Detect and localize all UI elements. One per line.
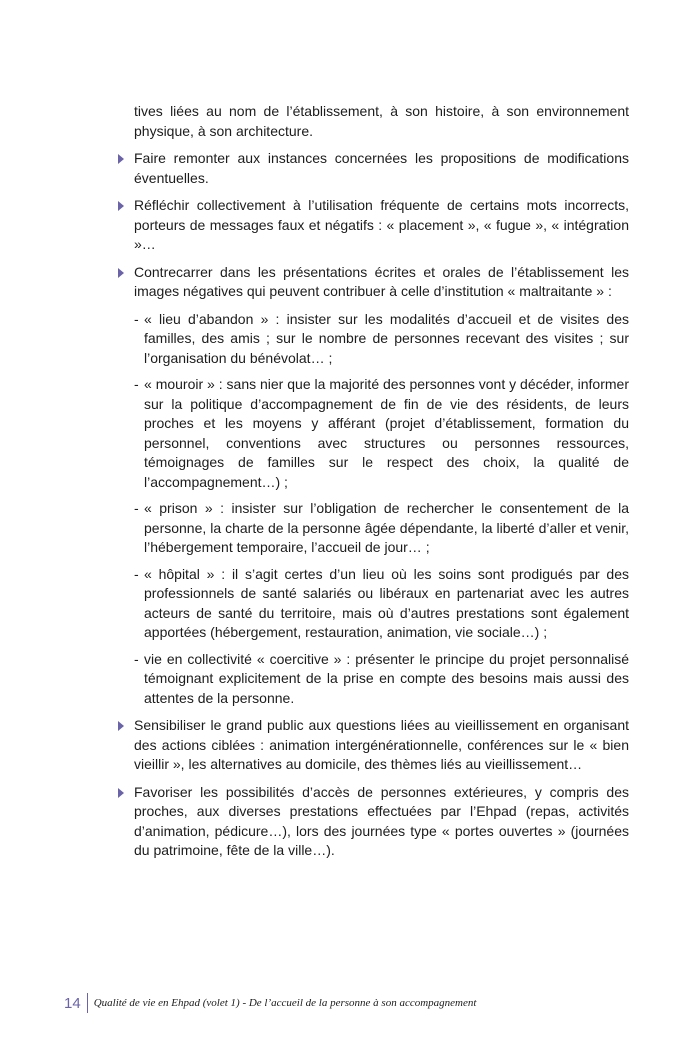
sub-list-item (116, 310, 629, 369)
bullet-item (116, 783, 629, 861)
sub-list-text: « mouroir » : sans nier que la majorité des personnes vont y décéder, informer sur la politique d’accompagnement de fin de vie des résidents, de leurs proches et les moyens y afférant (projet d’établissement, formation du personnel, conventions avec structures ou personnes ressources, témoignages de familles sur le respect des choix, la qualité de l’accompagnement…) ; (144, 376, 629, 490)
dash-marker: - (134, 650, 139, 667)
sub-list-item (116, 499, 629, 558)
bullet-text: Sensibiliser le grand public aux questions liées au vieillissement en organisant des actions ciblées : animation intergénérationnelle, conférences sur le « bien vieillir », les alternatives au domicile, des thèmes liés au vieillissement… (134, 717, 629, 772)
triangle-bullet-icon (118, 268, 124, 278)
sub-list-text: « prison » : insister sur l’obligation de rechercher le consentement de la personne, la charte de la personne âgée dépendante, la liberté d’aller et venir, l’hébergement temporaire, l’accueil de jour… ; (144, 500, 629, 555)
dash-marker: - (134, 376, 139, 392)
sub-list-text: « lieu d’abandon » : insister sur les modalités d’accueil et de visites des familles, des amis ; sur le nombre de personnes recevant des visites ; sur l’organisation du bénévolat… ; (144, 310, 629, 366)
bullet-text: Contrecarrer dans les présentations écrites et orales de l’établissement les images négatives qui peuvent contribuer à celle d’institution « maltraitante » : (134, 263, 629, 299)
sub-list-item (116, 375, 629, 492)
footer-divider (87, 993, 88, 1013)
sub-list-item (116, 565, 629, 643)
dash-marker: - (134, 565, 139, 582)
sub-list (116, 310, 629, 709)
triangle-bullet-icon (118, 788, 124, 798)
sub-list-text: « hôpital » : il s’agit certes d’un lieu où les soins sont prodigués par des professionnels de santé salariés ou libéraux en partenariat avec les autres acteurs de santé du territoire, mais où d’autres prestations sont également apportées (hébergement, restauration, animation, vie sociale…) ; (144, 565, 629, 640)
triangle-bullet-icon (118, 201, 124, 211)
dash-marker: - (134, 310, 139, 327)
bullet-item (116, 716, 629, 775)
bullet-item (116, 149, 629, 188)
page-footer (64, 992, 476, 1014)
sub-list-text: vie en collectivité « coercitive » : présenter le principe du projet personnalisé témoignant explicitement de la prise en compte des besoins mais aussi des attentes de la personne. (144, 650, 629, 706)
page-number: 14 (64, 994, 81, 1012)
bullet-text: Réfléchir collectivement à l’utilisation fréquente de certains mots incorrects, porteurs de messages faux et négatifs : « placement », « fugue », « intégration »… (134, 197, 629, 252)
sub-list-item (116, 650, 629, 709)
bullet-text: Favoriser les possibilités d’accès de personnes extérieures, y compris des proches, aux diverses prestations effectuées par l’Ehpad (repas, activités d’animation, pédicure…), lors des journées type « portes ouvertes » (journées du patrimoine, fête de la ville…). (134, 783, 629, 858)
page-body (116, 102, 629, 869)
triangle-bullet-icon (118, 154, 124, 164)
bullet-text: Faire remonter aux instances concernées les propositions de modifications éventuelles. (134, 150, 629, 186)
running-title: Qualité de vie en Ehpad (volet 1) - De l’accueil de la personne à son accompagnement (93, 997, 477, 1009)
bullet-item (116, 196, 629, 255)
intro-continuation: tives liées au nom de l’établissement, à son histoire, à son environnement physique, à son architecture. (134, 103, 629, 139)
bullet-item (116, 263, 629, 302)
dash-marker: - (134, 500, 139, 516)
triangle-bullet-icon (118, 721, 124, 731)
